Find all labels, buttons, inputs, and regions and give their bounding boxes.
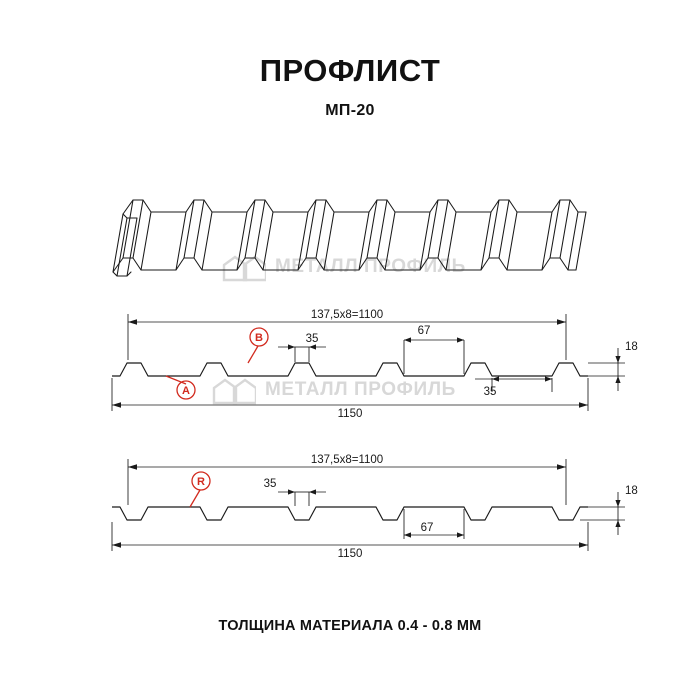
page-subtitle: МП-20 xyxy=(325,101,375,119)
watermark-text: МЕТАЛЛ ПРОФИЛЬ xyxy=(265,379,456,400)
callout-r xyxy=(190,472,210,507)
isometric-sheet-view xyxy=(113,200,586,276)
dim-rib-top-a: 35 xyxy=(305,333,319,345)
profile-section-a xyxy=(112,309,638,420)
dim-flat-r: 67 xyxy=(420,522,434,534)
dim-pitch-r: 137,5х8=1100 xyxy=(310,454,384,466)
callout-b xyxy=(248,328,268,363)
material-thickness-note: ТОЛЩИНА МАТЕРИАЛА 0.4 - 0.8 ММ xyxy=(218,618,482,634)
dim-total-a: 1150 xyxy=(337,408,363,420)
profile-section-r xyxy=(112,454,638,560)
callout-a-label: A xyxy=(182,385,190,397)
page-title: ПРОФЛИСТ xyxy=(259,53,441,88)
dim-height-a: 18 xyxy=(625,341,638,353)
callout-a xyxy=(166,376,195,399)
dim-rib-bottom-a: 35 xyxy=(483,386,497,398)
dim-flat-a: 67 xyxy=(417,325,431,337)
watermark-text: МЕТАЛЛ ПРОФИЛЬ xyxy=(275,256,466,277)
dim-rib-r: 35 xyxy=(263,478,277,490)
dim-height-r: 18 xyxy=(625,485,638,497)
dim-total-r: 1150 xyxy=(337,548,363,560)
callout-b-label: B xyxy=(255,332,263,344)
dim-pitch-a: 137,5х8=1100 xyxy=(310,309,384,321)
callout-r-label: R xyxy=(197,476,205,488)
